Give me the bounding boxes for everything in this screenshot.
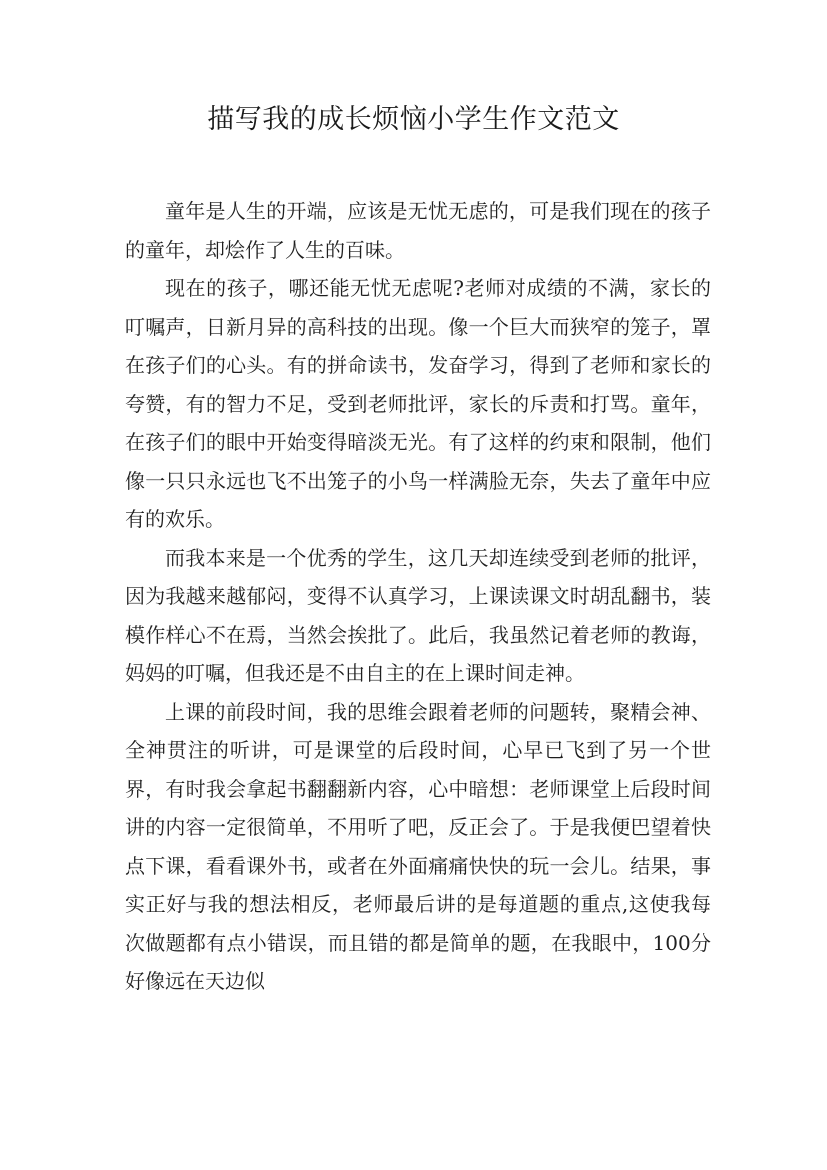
paragraph: 童年是人生的开端，应该是无忧无虑的，可是我们现在的孩子的童年，却烩作了人生的百味。 [125,199,711,262]
paragraph: 上课的前段时间，我的思维会跟着老师的问题转，聚精会神、全神贯注的听讲，可是课堂的后段时间，心早已飞到了另一个世界，有时我会拿起书翻翻新内容，心中暗想：老师课堂上后段时间讲的内容一定很简单，不用听了吧，反正会了。于是我便巴望着快点下课，看看课外书，或者在外面痛痛快快的玩一会儿。结果，事实正好与我的想法相反，老师最后讲的是每道题的重点,这使我每次做题都有点小错误，而且错的都是简单的题，在我眼中，100分好像远在天边似 [125,699,711,993]
document-title: 描写我的成长烦恼小学生作文范文 [207,104,620,135]
paragraph: 现在的孩子，哪还能无忧无虑呢?老师对成绩的不满，家长的叮嘱声，日新月异的高科技的出现。像一个巨大而狭窄的笼子，罩在孩子们的心头。有的拼命读书，发奋学习，得到了老师和家长的夸赞，有的智力不足，受到老师批评，家长的斥责和打骂。童年，在孩子们的眼中开始变得暗淡无光。有了这样的约束和限制，他们像一只只永远也飞不出笼子的小鸟一样满脸无奈，失去了童年中应有的欢乐。 [125,276,711,531]
document-body [125,192,711,1001]
paragraph: 而我本来是一个优秀的学生，这几天却连续受到老师的批评，因为我越来越郁闷，变得不认真学习，上课读课文时胡乱翻书，装模作样心不在焉，当然会挨批了。此后，我虽然记着老师的教诲，妈妈的叮嘱，但我还是不由自主的在上课时间走神。 [125,545,711,685]
